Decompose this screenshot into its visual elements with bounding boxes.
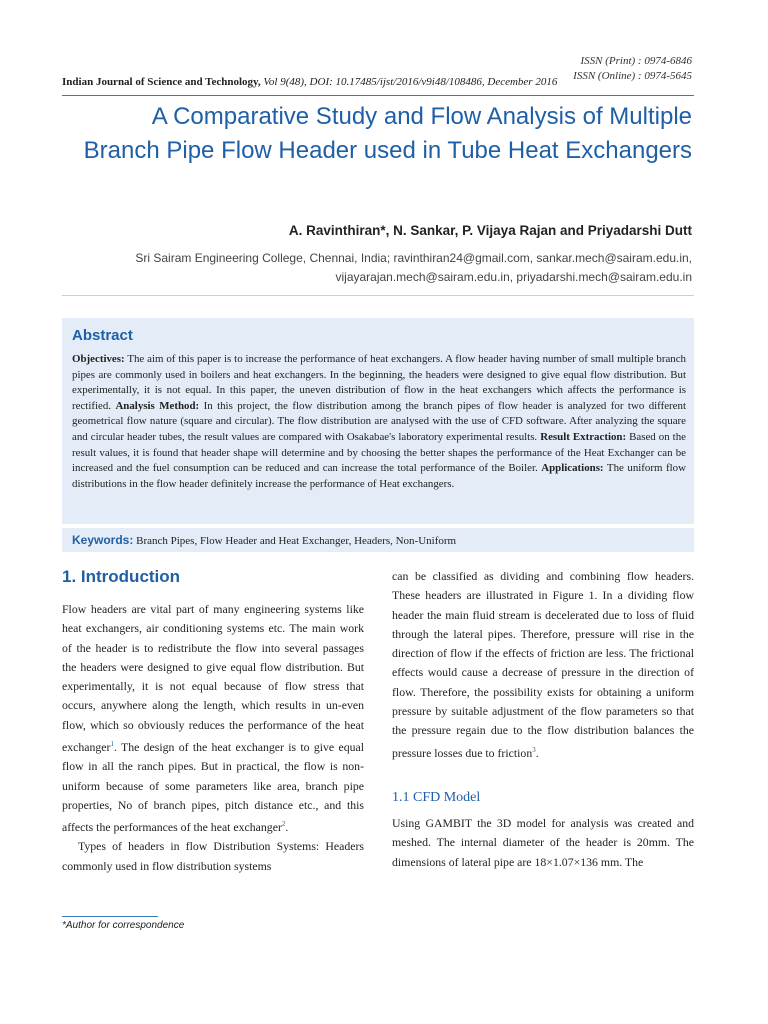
keywords-text: Branch Pipes, Flow Header and Heat Exchanger, Headers, Non-Uniform: [136, 535, 457, 547]
issn-block: [573, 54, 692, 84]
result-label: Result Extraction:: [540, 430, 627, 443]
intro-text-1c: .: [285, 820, 289, 835]
objectives-label: Objectives:: [72, 353, 125, 365]
right-column: [392, 567, 694, 763]
issn-print: ISSN (Print) : 0974-6846: [580, 55, 692, 67]
citation-ref-2[interactable]: 2: [281, 820, 286, 829]
result-text: Based on the result values, it is found that header shape will determine and by choosing the better shapes the performance of the Heat Exchanger can be increased and the fuel consumption can be reduced and can increase the total performance of the Boiler.: [72, 430, 686, 475]
intro-paragraph-3: [392, 567, 694, 763]
abstract-text: [72, 352, 686, 492]
method-label: Analysis Method:: [115, 399, 200, 412]
intro-text-3a: can be classified as dividing and combining flow headers. These headers are illustrated in Figure 1. In a dividing flow header the main fluid stream is decelerated due to loss of fluid through the lateral pipes. Therefore, pressure will rise in the direction of flow if the effects of friction are less. The frictional effects would cause a decrease of pressure in the direction of flow. Therefore, the possibility exists for obtaining a uniform pressure by suitable adjustment of the flow parameters so that the pressure regain due to the flow distribution balances the pressure losses due to friction: [392, 569, 694, 760]
intro-text-1b: . The design of the heat exchanger is to give equal flow in all the ranch pipes. But in practical, the flow is non-uniform because of some parameters like area, branch pipe properties, No of branch pipes, pitch distance etc., and this affects the performances of the heat exchanger: [62, 740, 364, 835]
footnote-rule: [62, 916, 158, 917]
section-heading-introduction: 1. Introduction: [62, 567, 181, 586]
intro-text-1a: Flow headers are vital part of many engineering systems like heat exchangers, air conditioning systems etc. The main work of the header is to redistribute the flow into several passages the headers were designed to give equal flow distribution. But experimentally, it is not equal because of flow stress that occurs, anywhere along the length, which results in un-even flow, which so obviously reduces the performance of the heat exchanger: [62, 602, 364, 754]
journal-name: Indian Journal of Science and Technology,: [62, 76, 261, 88]
affiliation-line-1: Sri Sairam Engineering College, Chennai, India; ravinthiran24@gmail.com, sankar.mech@sairam.edu.in,: [135, 251, 692, 265]
intro-text-3b: .: [535, 745, 539, 760]
issn-online: ISSN (Online) : 0974-5645: [573, 70, 692, 82]
journal-details: Vol 9(48), DOI: 10.17485/ijst/2016/v9i48/108486, December 2016: [263, 76, 558, 88]
intro-paragraph-2: Types of headers in flow Distribution Systems: Headers commonly used in flow distribution systems: [62, 839, 364, 873]
header-rule: [62, 95, 694, 96]
keywords-label: Keywords:: [72, 533, 134, 547]
method-text: In this project, the flow distribution among the branch pipes of flow header is analyzed for two different geometrical flow nature (square and circular). The flow distribution are analysed with the use of CFD software. After analyzing the square and circular header tubes, the result values are compared with Osakabae's laboratory experimental results.: [72, 399, 686, 443]
left-column: [62, 600, 364, 876]
authors: A. Ravinthiran*, N. Sankar, P. Vijaya Rajan and Priyadarshi Dutt: [288, 223, 692, 238]
affiliation-line-2: vijayarajan.mech@sairam.edu.in, priyadarshi.mech@sairam.edu.in: [335, 270, 692, 284]
applications-label: Applications:: [541, 462, 604, 475]
citation-ref-3[interactable]: 3: [532, 745, 536, 754]
paper-title: A Comparative Study and Flow Analysis of Multiple Branch Pipe Flow Header used in Tube Heat Exchangers: [83, 103, 692, 164]
footnote: *Author for correspondence: [62, 920, 185, 931]
divider: [62, 295, 694, 296]
journal-citation: [62, 76, 557, 88]
citation-ref-1[interactable]: 1: [110, 740, 114, 749]
objectives-text: The aim of this paper is to increase the performance of heat exchangers. A flow header having number of small multiple branch pipes are commonly used in boilers and heat exchangers. In the beginning, the headers were designed to give equal flow distribution. But experimentally, it is not equal. In this paper, the uneven distribution of flow in the heat exchangers which affects the performance is rectified.: [72, 353, 686, 412]
intro-paragraph-1: [62, 600, 364, 837]
subsection-heading-cfd-model: 1.1 CFD Model: [392, 790, 481, 805]
keywords: [72, 533, 456, 547]
applications-text: The uniform flow distributions in the flow header definitely increase the performance of Heat exchangers.: [72, 462, 686, 490]
abstract-heading: Abstract: [72, 327, 133, 344]
cfd-model-text: Using GAMBIT the 3D model for analysis was created and meshed. The internal diameter of the header is 20mm. The dimensions of lateral pipe are 18×1.07×136 mm. The: [392, 816, 694, 869]
affiliation: [72, 249, 692, 287]
